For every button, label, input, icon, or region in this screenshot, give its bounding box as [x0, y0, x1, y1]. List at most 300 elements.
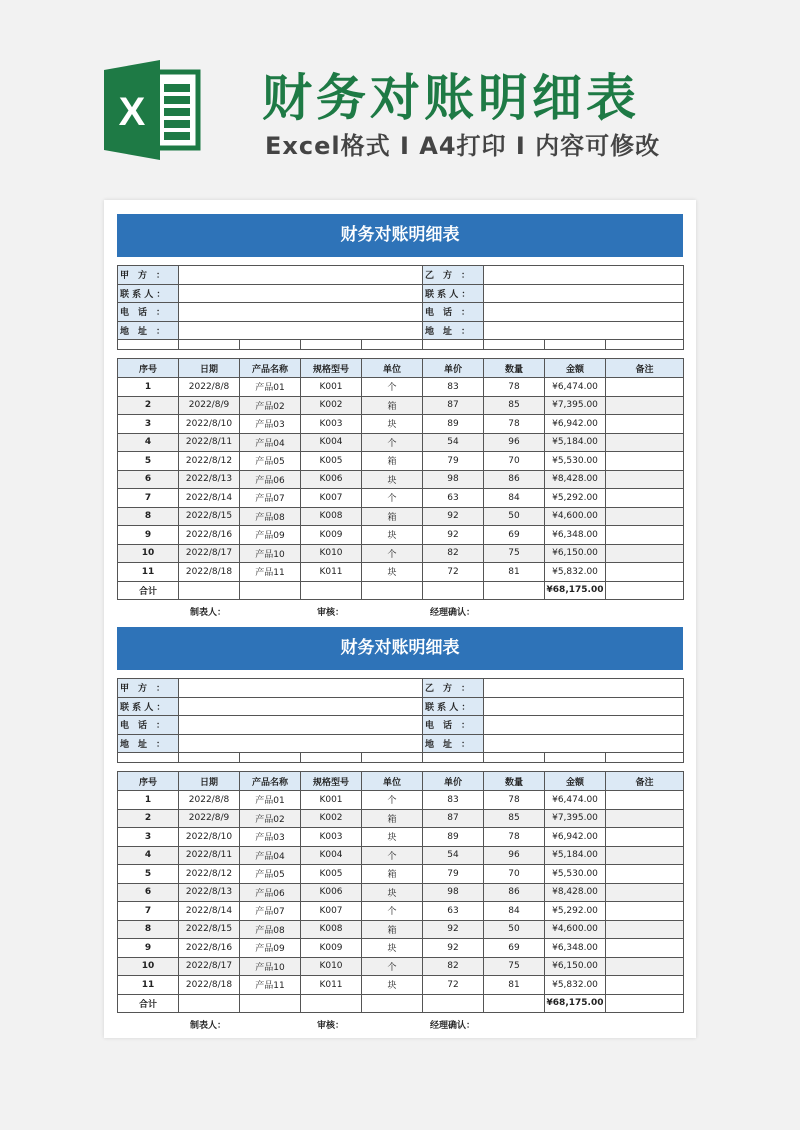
party-info-table	[117, 265, 684, 350]
table-cell[interactable]: K005	[301, 865, 362, 884]
table-cell[interactable]: 2	[118, 396, 179, 415]
table-cell[interactable]: 2022/8/9	[179, 809, 240, 828]
table-cell[interactable]: 2022/8/16	[179, 939, 240, 958]
total-amount: ¥68,175.00	[545, 581, 606, 600]
table-cell[interactable]: 箱	[362, 452, 423, 471]
table-row	[118, 378, 684, 397]
table-cell[interactable]	[606, 939, 684, 958]
table-cell[interactable]: 81	[484, 563, 545, 582]
cell	[545, 753, 606, 763]
table-cell[interactable]: 产品08	[240, 920, 301, 939]
table-cell[interactable]: 8	[118, 507, 179, 526]
cell	[301, 753, 362, 763]
table-cell[interactable]: K007	[301, 489, 362, 508]
table-cell[interactable]: 4	[118, 846, 179, 865]
table-cell[interactable]: 块	[362, 563, 423, 582]
info-row	[118, 321, 684, 340]
table-cell[interactable]	[606, 865, 684, 884]
table-cell[interactable]: 84	[484, 902, 545, 921]
table-cell[interactable]	[606, 846, 684, 865]
table-cell[interactable]: 产品11	[240, 976, 301, 995]
cell	[118, 340, 179, 350]
table-cell[interactable]: 63	[423, 902, 484, 921]
table-row	[118, 957, 684, 976]
table-row	[118, 883, 684, 902]
table-cell[interactable]: 个	[362, 433, 423, 452]
table-cell[interactable]: K008	[301, 920, 362, 939]
info-row	[118, 284, 684, 303]
table-cell[interactable]: K010	[301, 957, 362, 976]
table-cell[interactable]: 5	[118, 865, 179, 884]
table-cell[interactable]: 箱	[362, 507, 423, 526]
info-label-left: 联 系 人 ：	[118, 284, 179, 303]
info-row	[118, 716, 684, 735]
table-cell[interactable]: 产品07	[240, 489, 301, 508]
table-cell	[362, 994, 423, 1013]
table-cell[interactable]: 产品02	[240, 396, 301, 415]
table-cell[interactable]: 70	[484, 452, 545, 471]
table-row	[118, 526, 684, 545]
table-cell[interactable]: K001	[301, 378, 362, 397]
manager-label: 经理确认：	[430, 1021, 476, 1031]
table-cell[interactable]: 3	[118, 828, 179, 847]
table-cell[interactable]: 63	[423, 489, 484, 508]
info-value-right[interactable]	[484, 284, 684, 303]
table-cell[interactable]: 2022/8/18	[179, 563, 240, 582]
table-cell[interactable]: 2022/8/10	[179, 415, 240, 434]
table-cell[interactable]: 2022/8/13	[179, 470, 240, 489]
cell	[545, 340, 606, 350]
table-cell[interactable]: K009	[301, 939, 362, 958]
table-cell[interactable]: 79	[423, 452, 484, 471]
table-cell[interactable]: 9	[118, 939, 179, 958]
table-cell[interactable]: 50	[484, 920, 545, 939]
table-cell[interactable]: 2022/8/14	[179, 489, 240, 508]
table-cell[interactable]: 1	[118, 791, 179, 810]
table-cell[interactable]: K002	[301, 809, 362, 828]
table-cell[interactable]: 7	[118, 902, 179, 921]
table-cell[interactable]: 个	[362, 791, 423, 810]
info-label-right: 地 址 ：	[423, 321, 484, 340]
table-cell[interactable]: 2022/8/12	[179, 452, 240, 471]
table-cell[interactable]: 产品02	[240, 809, 301, 828]
table-cell[interactable]: 块	[362, 976, 423, 995]
signature-footer	[117, 600, 683, 618]
column-header: 单价	[423, 359, 484, 378]
table-cell[interactable]: ¥5,292.00	[545, 902, 606, 921]
info-value-left[interactable]	[179, 679, 423, 698]
table-cell[interactable]: 产品06	[240, 883, 301, 902]
table-cell[interactable]: K006	[301, 470, 362, 489]
table-cell[interactable]: ¥7,395.00	[545, 809, 606, 828]
table-cell[interactable]: 72	[423, 563, 484, 582]
table-cell[interactable]: 产品09	[240, 526, 301, 545]
table-cell[interactable]: ¥7,395.00	[545, 396, 606, 415]
table-cell[interactable]: 89	[423, 828, 484, 847]
info-row	[118, 679, 684, 698]
table-cell[interactable]: ¥5,530.00	[545, 452, 606, 471]
table-cell[interactable]	[606, 563, 684, 582]
table-cell[interactable]: K002	[301, 396, 362, 415]
page-title: 财务对账明细表	[262, 69, 640, 127]
info-value-left[interactable]	[179, 697, 423, 716]
table-cell[interactable]: 98	[423, 883, 484, 902]
table-cell[interactable]: 87	[423, 396, 484, 415]
table-cell[interactable]	[606, 452, 684, 471]
table-cell[interactable]: 2022/8/8	[179, 791, 240, 810]
table-row	[118, 489, 684, 508]
table-cell[interactable]	[606, 920, 684, 939]
table-cell[interactable]: 产品10	[240, 544, 301, 563]
table-cell[interactable]	[606, 544, 684, 563]
table-row	[118, 828, 684, 847]
info-label-right: 联 系 人 ：	[423, 284, 484, 303]
table-cell[interactable]: ¥5,184.00	[545, 846, 606, 865]
signature-footer	[117, 1013, 683, 1031]
table-cell[interactable]: 箱	[362, 920, 423, 939]
info-row	[118, 697, 684, 716]
info-value-right[interactable]	[484, 697, 684, 716]
table-cell[interactable]: 个	[362, 846, 423, 865]
info-value-left[interactable]	[179, 716, 423, 735]
table-cell[interactable]: ¥5,292.00	[545, 489, 606, 508]
table-cell[interactable]: 产品10	[240, 957, 301, 976]
table-cell	[606, 994, 684, 1013]
table-cell[interactable]: K003	[301, 415, 362, 434]
table-cell[interactable]	[606, 902, 684, 921]
table-cell[interactable]: 5	[118, 452, 179, 471]
table-row	[118, 415, 684, 434]
table-cell[interactable]: 箱	[362, 396, 423, 415]
table-cell[interactable]: 块	[362, 828, 423, 847]
table-cell[interactable]: 个	[362, 544, 423, 563]
statement-sheet-1	[117, 214, 683, 618]
info-row	[118, 734, 684, 753]
table-cell[interactable]: 2	[118, 809, 179, 828]
table-cell[interactable]: 83	[423, 378, 484, 397]
table-cell[interactable]: 块	[362, 939, 423, 958]
table-cell[interactable]: 11	[118, 563, 179, 582]
table-cell[interactable]: 79	[423, 865, 484, 884]
info-label-right: 电 话 ：	[423, 716, 484, 735]
table-cell[interactable]: K007	[301, 902, 362, 921]
table-cell[interactable]	[606, 828, 684, 847]
table-row	[118, 902, 684, 921]
table-cell[interactable]: 箱	[362, 865, 423, 884]
column-header: 单位	[362, 772, 423, 791]
table-cell[interactable]	[606, 507, 684, 526]
table-cell[interactable]: 产品05	[240, 452, 301, 471]
column-header: 产品名称	[240, 359, 301, 378]
table-cell[interactable]: 92	[423, 507, 484, 526]
statement-sheet-2	[117, 627, 683, 1031]
table-cell[interactable]: 产品07	[240, 902, 301, 921]
cell	[606, 753, 684, 763]
total-amount: ¥68,175.00	[545, 994, 606, 1013]
table-row	[118, 507, 684, 526]
table-cell[interactable]: 85	[484, 396, 545, 415]
table-cell[interactable]: 86	[484, 470, 545, 489]
column-header: 规格型号	[301, 359, 362, 378]
table-cell[interactable]: 产品01	[240, 378, 301, 397]
cell	[240, 340, 301, 350]
table-cell[interactable]: 96	[484, 846, 545, 865]
table-cell[interactable]: K005	[301, 452, 362, 471]
info-value-left[interactable]	[179, 266, 423, 285]
table-header-row	[118, 359, 684, 378]
table-cell[interactable]: ¥4,600.00	[545, 507, 606, 526]
table-row	[118, 846, 684, 865]
table-cell[interactable]: 产品05	[240, 865, 301, 884]
table-cell[interactable]: 78	[484, 828, 545, 847]
table-cell[interactable]: ¥6,150.00	[545, 544, 606, 563]
table-cell[interactable]: 54	[423, 846, 484, 865]
column-header: 日期	[179, 359, 240, 378]
table-cell[interactable]: 2022/8/11	[179, 433, 240, 452]
table-cell[interactable]	[606, 976, 684, 995]
manager-label: 经理确认：	[430, 608, 476, 618]
table-cell[interactable]: 6	[118, 470, 179, 489]
table-cell	[423, 581, 484, 600]
table-cell[interactable]: 54	[423, 433, 484, 452]
table-cell[interactable]	[606, 378, 684, 397]
info-row	[118, 266, 684, 285]
table-cell[interactable]: 2022/8/15	[179, 920, 240, 939]
table-cell[interactable]: ¥5,832.00	[545, 976, 606, 995]
table-cell[interactable]: K009	[301, 526, 362, 545]
table-cell[interactable]: 2022/8/16	[179, 526, 240, 545]
table-cell[interactable]	[606, 791, 684, 810]
table-cell[interactable]: 78	[484, 415, 545, 434]
total-row	[118, 581, 684, 600]
table-cell[interactable]: 69	[484, 939, 545, 958]
table-cell[interactable]: 个	[362, 489, 423, 508]
table-row	[118, 396, 684, 415]
table-cell[interactable]: ¥8,428.00	[545, 883, 606, 902]
table-cell[interactable]: 个	[362, 957, 423, 976]
info-label-left: 地 址 ：	[118, 321, 179, 340]
table-cell[interactable]: ¥6,348.00	[545, 526, 606, 545]
table-cell[interactable]: ¥6,150.00	[545, 957, 606, 976]
review-label: 审核：	[317, 1021, 345, 1031]
page-subtitle: Excel格式 I A4打印 I 内容可修改	[265, 132, 661, 160]
info-row	[118, 303, 684, 322]
table-cell[interactable]: ¥8,428.00	[545, 470, 606, 489]
table-cell[interactable]	[606, 489, 684, 508]
table-cell[interactable]: 83	[423, 791, 484, 810]
table-cell[interactable]: 2022/8/18	[179, 976, 240, 995]
table-cell[interactable]: 86	[484, 883, 545, 902]
table-cell[interactable]: 个	[362, 378, 423, 397]
table-cell[interactable]	[606, 470, 684, 489]
table-cell[interactable]: ¥4,600.00	[545, 920, 606, 939]
table-cell[interactable]: 70	[484, 865, 545, 884]
table-cell[interactable]: 块	[362, 415, 423, 434]
info-value-left[interactable]	[179, 321, 423, 340]
table-cell[interactable]: 81	[484, 976, 545, 995]
info-value-right[interactable]	[484, 266, 684, 285]
party-info-table	[117, 678, 684, 763]
table-cell[interactable]: 2022/8/11	[179, 846, 240, 865]
table-cell[interactable]: 75	[484, 544, 545, 563]
table-cell[interactable]: 2022/8/15	[179, 507, 240, 526]
table-cell[interactable]: 4	[118, 433, 179, 452]
table-cell[interactable]: 产品08	[240, 507, 301, 526]
table-cell[interactable]: 92	[423, 526, 484, 545]
table-cell[interactable]: 1	[118, 378, 179, 397]
table-cell[interactable]: K011	[301, 976, 362, 995]
info-value-right[interactable]	[484, 734, 684, 753]
table-cell[interactable]: 50	[484, 507, 545, 526]
table-cell	[179, 581, 240, 600]
table-cell	[484, 581, 545, 600]
table-cell[interactable]: 89	[423, 415, 484, 434]
table-cell[interactable]: 92	[423, 920, 484, 939]
table-cell[interactable]	[606, 809, 684, 828]
table-cell[interactable]: 3	[118, 415, 179, 434]
info-value-right[interactable]	[484, 716, 684, 735]
info-value-right[interactable]	[484, 679, 684, 698]
table-cell[interactable]: K011	[301, 563, 362, 582]
table-cell[interactable]: 块	[362, 883, 423, 902]
table-cell[interactable]: 块	[362, 470, 423, 489]
table-cell[interactable]: 92	[423, 939, 484, 958]
total-row	[118, 994, 684, 1013]
info-label-left: 地 址 ：	[118, 734, 179, 753]
table-cell[interactable]: 2022/8/8	[179, 378, 240, 397]
cell	[118, 753, 179, 763]
table-cell[interactable]: ¥6,348.00	[545, 939, 606, 958]
table-cell[interactable]: 85	[484, 809, 545, 828]
table-cell[interactable]: 2022/8/13	[179, 883, 240, 902]
table-cell[interactable]: 产品01	[240, 791, 301, 810]
table-cell[interactable]: K004	[301, 433, 362, 452]
table-cell[interactable]: 96	[484, 433, 545, 452]
table-cell[interactable]: 82	[423, 544, 484, 563]
table-cell[interactable]: 10	[118, 544, 179, 563]
table-cell[interactable]: 产品04	[240, 433, 301, 452]
table-cell[interactable]: 8	[118, 920, 179, 939]
info-value-left[interactable]	[179, 734, 423, 753]
table-cell[interactable]: 产品04	[240, 846, 301, 865]
column-header: 规格型号	[301, 772, 362, 791]
table-header-row	[118, 772, 684, 791]
table-cell[interactable]	[606, 883, 684, 902]
column-header: 序号	[118, 359, 179, 378]
table-cell[interactable]: 7	[118, 489, 179, 508]
table-cell[interactable]: ¥5,530.00	[545, 865, 606, 884]
table-cell	[362, 581, 423, 600]
table-cell[interactable]: 78	[484, 791, 545, 810]
table-cell[interactable]: 块	[362, 526, 423, 545]
table-cell[interactable]: 10	[118, 957, 179, 976]
info-label-left: 甲 方 ：	[118, 679, 179, 698]
info-label-left: 甲 方 ：	[118, 266, 179, 285]
table-cell[interactable]: 箱	[362, 809, 423, 828]
table-cell[interactable]	[606, 396, 684, 415]
info-value-right[interactable]	[484, 321, 684, 340]
table-cell[interactable]: ¥6,942.00	[545, 415, 606, 434]
table-cell[interactable]: ¥6,474.00	[545, 791, 606, 810]
table-cell[interactable]: 6	[118, 883, 179, 902]
table-cell[interactable]: 2022/8/9	[179, 396, 240, 415]
table-cell[interactable]: ¥5,832.00	[545, 563, 606, 582]
table-cell[interactable]: 2022/8/17	[179, 544, 240, 563]
column-header: 序号	[118, 772, 179, 791]
table-cell[interactable]	[606, 526, 684, 545]
table-cell[interactable]: 75	[484, 957, 545, 976]
table-cell[interactable]: 2022/8/14	[179, 902, 240, 921]
table-cell[interactable]: K006	[301, 883, 362, 902]
cell	[484, 753, 545, 763]
table-cell[interactable]: 9	[118, 526, 179, 545]
table-cell[interactable]: 产品11	[240, 563, 301, 582]
table-cell[interactable]: 69	[484, 526, 545, 545]
info-value-right[interactable]	[484, 303, 684, 322]
table-cell[interactable]: K001	[301, 791, 362, 810]
cell	[240, 753, 301, 763]
table-cell[interactable]: K003	[301, 828, 362, 847]
table-cell[interactable]: K008	[301, 507, 362, 526]
column-header: 金额	[545, 359, 606, 378]
table-cell[interactable]: 2022/8/17	[179, 957, 240, 976]
detail-table	[117, 771, 684, 1013]
table-cell[interactable]: 产品09	[240, 939, 301, 958]
table-cell[interactable]: 产品03	[240, 415, 301, 434]
cell	[301, 340, 362, 350]
table-cell[interactable]: K004	[301, 846, 362, 865]
spacer-row	[118, 340, 684, 350]
table-cell[interactable]	[606, 415, 684, 434]
cell	[179, 753, 240, 763]
info-label-right: 地 址 ：	[423, 734, 484, 753]
info-value-left[interactable]	[179, 284, 423, 303]
info-value-left[interactable]	[179, 303, 423, 322]
table-cell[interactable]: 产品06	[240, 470, 301, 489]
table-cell[interactable]: 个	[362, 902, 423, 921]
column-header: 日期	[179, 772, 240, 791]
table-cell[interactable]: 2022/8/10	[179, 828, 240, 847]
table-cell	[301, 994, 362, 1013]
table-cell[interactable]: 78	[484, 378, 545, 397]
table-cell[interactable]: ¥5,184.00	[545, 433, 606, 452]
table-cell[interactable]: 98	[423, 470, 484, 489]
sheet-banner-title: 财务对账明细表	[117, 214, 683, 257]
table-cell[interactable]: K010	[301, 544, 362, 563]
table-cell[interactable]	[606, 957, 684, 976]
table-cell[interactable]: 2022/8/12	[179, 865, 240, 884]
table-cell[interactable]	[606, 433, 684, 452]
table-cell	[484, 994, 545, 1013]
table-cell[interactable]: 82	[423, 957, 484, 976]
table-cell[interactable]: ¥6,474.00	[545, 378, 606, 397]
table-cell[interactable]: ¥6,942.00	[545, 828, 606, 847]
table-cell[interactable]: 11	[118, 976, 179, 995]
info-label-right: 电 话 ：	[423, 303, 484, 322]
table-cell	[240, 581, 301, 600]
table-cell[interactable]: 84	[484, 489, 545, 508]
table-cell[interactable]: 87	[423, 809, 484, 828]
table-row	[118, 809, 684, 828]
info-label-right: 联 系 人 ：	[423, 697, 484, 716]
svg-text:X: X	[118, 90, 146, 134]
sheet-banner-title: 财务对账明细表	[117, 627, 683, 670]
table-cell	[423, 994, 484, 1013]
table-cell[interactable]: 72	[423, 976, 484, 995]
table-cell[interactable]: 产品03	[240, 828, 301, 847]
table-row	[118, 865, 684, 884]
column-header: 产品名称	[240, 772, 301, 791]
